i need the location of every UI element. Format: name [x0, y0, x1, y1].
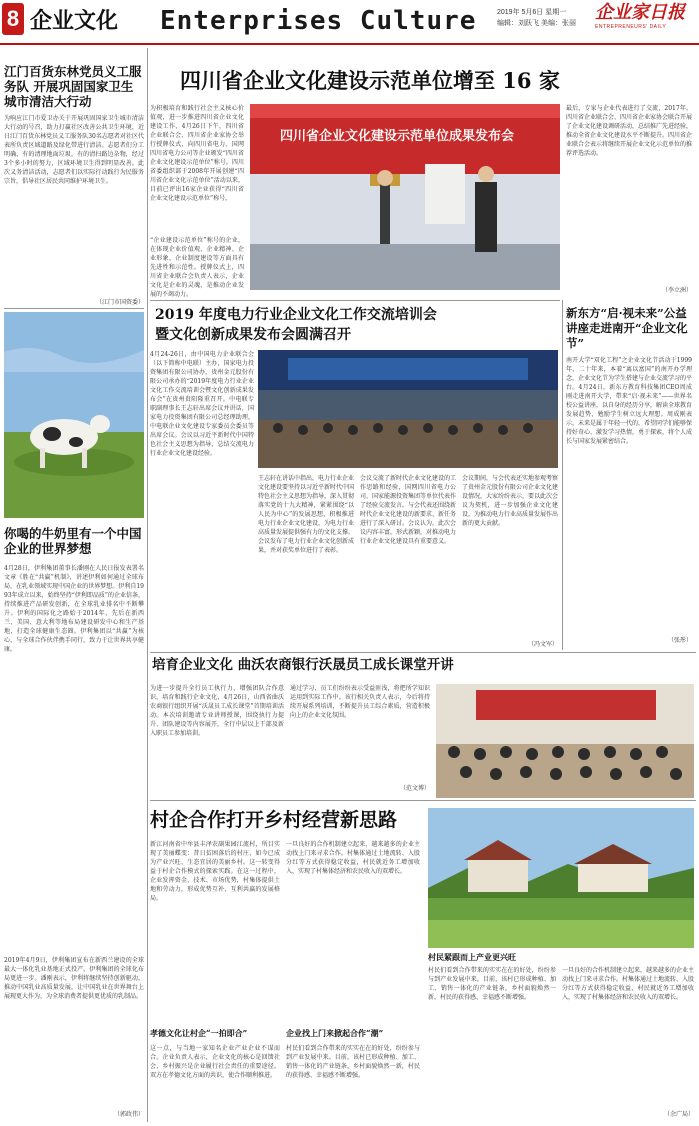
article-headline: 村企合作打开乡村经营新思路	[150, 809, 398, 831]
article-credit: （李立洲）	[661, 287, 692, 294]
article-body: “企业建设示范单位”称号的企业，在体现企业价值观、企业精神、企业形象、企业制度建设等方面具有先进性和示范性。授牌仪式上，四川省企业联合会负责人表示，企业文化是企业的灵魂，是推动企业发展的不竭动力。	[150, 237, 244, 298]
article-body: 4月24-26日，由中国电力企业联合会（以下简称中电联）主办，国家电力投资集团有限公司协办，贵州金元股份有限公司承办的“2019年度电力行业企业文化工作交流培训会暨文化创新成果发布会”在贵州贵阳隆重召开。中电联专职副理事长王志轩出席会议并讲话，国家电力投资集团有限公司总经理助理，中电联企业文化建设专家委员会委员等出席会议。会议以习近平新时代中国特色社会主义思想为指导，总结交流电力行业企业文化建设经验。	[150, 351, 254, 457]
article-headline: 江门百货东林党员义工服务队 开展巩固国家卫生城市清洁大行动	[4, 64, 142, 109]
divider	[4, 308, 144, 309]
award-ceremony-photo	[250, 104, 560, 290]
article-body: 村民们看到合作带来的实实在在的好处，纷纷参与到产业发展中来。目前，该村已形成种植、加工、销售一体化的产业链条，乡村面貌焕然一新，村民的获得感、幸福感不断增强。	[428, 967, 556, 1001]
article-body: 4月28日，伊利集团董事长潘刚在人民日报发表署名文章《胜在“共赢”机制》，讲述伊利如何通过全球布局，在乳业领域实现中国企业的世界梦想。伊利自1993年成立以来，始终坚持“伊利即品质”的企业信条，持续推进产品研发创新，在全球乳业排名中不断攀升。伊利的国际化之路始于2014年，先后在新西兰、美国、意大利等地布局建设研发中心和生产基地，打造全球健康生态圈。伊利集团以“共赢”为核心，与全球合作伙伴携手同行，致力于让世界共享健康。	[4, 565, 144, 653]
article-body: 一旦良好的合作机制建立起来，越来越多的企业主动找上门来寻求合作。村集体通过土地流转、入股分红等方式获得稳定收益，村民就近务工增加收入，实现了村集体经济和农民收入的双增长。	[562, 967, 694, 1001]
article-body: 一旦良好的合作机制建立起来，越来越多的企业主动找上门来寻求合作。村集体通过土地流转、入股分红等方式获得稳定收益，村民就近务工增加收入，实现了村集体经济和农民收入的双增长。	[286, 841, 420, 875]
article-credit: （江门市国资委）	[95, 299, 144, 306]
page-number: 8	[6, 6, 20, 31]
article-body: 会议交流了新时代企业文化建设的工作思路和经验，国网四川省电力公司、国家能源投资集团等单位代表作了经验交流发言。与会代表还围绕新时代企业文化建设的新要求、新任务进行了深入研讨。会议认为，此次会议内容丰富，形式新颖，对推动电力行业企业文化建设具有重要意义。	[360, 475, 456, 545]
article-body: 2019年4月9日，伊利集团宣布在新西兰建设的全球最大一体化乳业基地正式投产，伊利集团的全球化布局更进一步。潘刚表示，伊利将继续坚持创新驱动，推动中国乳业高质量发展，让中国乳业在世界舞台上展现更大作为，为全球消费者提供更优质的乳制品。	[4, 957, 144, 1000]
article-credit: （郭政伟）	[113, 1111, 144, 1118]
paper-subtitle: ENTREPRENEURS' DAILY	[595, 24, 667, 30]
article-body: 王志轩在讲话中指出，电力行业企业文化建设要坚持以习近平新时代中国特色社会主义思想为指导，深入贯彻落实党的十九大精神，紧紧围绕“以人民为中心”的发展思想，积极推进电力行业企业文化建设，为电力行业高质量发展提供强有力的文化支撑。会议发布了电力行业企业文化创新成果，并对获奖单位进行了表彰。	[258, 475, 354, 554]
conference-photo	[258, 350, 558, 468]
article-credit: （冯文军）	[527, 641, 558, 648]
column-divider	[147, 48, 148, 1122]
article-body: 最后，专家与企业代表进行了交流，2017年，四川省企业联合会、四川省企业家协会联合开展了企业文化建设调研活动，总结推广先进经验，推动全省企业文化建设水平不断提升。四川省企业联合会表示将继续开展企业文化示范单位的推荐评选活动。	[566, 105, 692, 157]
paper-logo	[595, 2, 695, 31]
section-title-cn: 企业文化	[30, 8, 119, 34]
cow-photo	[4, 312, 144, 518]
article-headline: 你喝的牛奶里有一个中国企业的世界梦想	[4, 526, 142, 556]
column-divider	[562, 300, 563, 650]
article-headline: 2019 年度电力行业企业文化工作交流培训会	[155, 307, 437, 323]
article-subhead: 村民紧跟而上产业更兴旺	[428, 952, 516, 962]
article-body: 为进一步提升全行员工执行力，增强团队合作意识，培育和践行企业文化，4月26日，山西省曲沃农商银行组织开展“沃晟员工成长课堂”首期培训活动。本次培训邀请专业讲师授课，围绕执行力提升、团队建设等内容展开，全行中层以上干部及新入职员工参加培训。	[150, 685, 284, 737]
divider	[150, 652, 696, 653]
page-number-badge	[2, 3, 24, 35]
divider	[150, 300, 560, 301]
article-body: 村民们看到合作带来的实实在在的好处，纷纷参与到产业发展中来。目前，该村已形成种植、加工、销售一体化的产业链条，乡村面貌焕然一新，村民的获得感、幸福感不断增强。	[286, 1045, 420, 1079]
divider	[150, 800, 696, 801]
article-body: 南开大学“双化工程”之企业文化节活动于1999年，二十年来，本着“离以富国”的南开办学理念，企业文化节为学生搭建与企业交流学习的平台。4月24日，新东方教育科技集团CEO周成刚走进南开大学，带来“启·视未来”——世界名校公益讲座，以自身的经历分享，解读全球教育发展趋势，勉励学生树立远大理想。周成刚表示，未来是属于年轻一代的，希望同学们能够保持好奇心、激发学习热情，勇于探索，将个人成长与国家发展紧密结合。	[566, 357, 692, 445]
banner-text: 四川省企业文化建设示范单位成果发布会	[280, 128, 515, 143]
article-body: 为积极培育和践行社会主义核心价值观，进一步推进四川省企业文化建设工作，4月26日下午，四川省企业联合会、四川省企业家协会举行授牌仪式，向四川省电力、国网四川省电力公司等企业颁发“四川省企业文化建设示范单位”称号。四川省委组织部于2008年开展创建“四川省企业文化示范单位”活动以来，目前已评出16家企业获得“四川省企业文化建设示范单位”称号。	[150, 105, 244, 202]
article-subhead: 孝德文化让村企“一拍即合”	[150, 1028, 248, 1038]
article-body: 新江河南省中牟县丰泽农副果园江流村，所目实现了美丽蝶变：昔日贫困落后的村庄，如今已成为产业兴旺、生态宜居的美丽乡村。这一转变得益于村企合作模式的探索实践。在这一过程中，企业发挥资金、技术、市场优势，村集体提供土地和劳动力，形成优势互补、互利共赢的发展格局。	[150, 841, 280, 902]
section-title-en: Enterprises Culture	[160, 6, 477, 36]
article-subhead: 企业找上门来掀起合作“潮”	[286, 1028, 384, 1038]
article-subheadline: 暨文化创新成果发布会圆满召开	[155, 327, 351, 343]
article-headline: 新东方“启·视未来”公益讲座走进南开“企业文化节”	[566, 306, 688, 350]
article-body: 通过学习，员工们纷纷表示受益匪浅，将把所学知识运用到实际工作中。该行相关负责人表示，今后将持续开展系列培训，不断提升员工综合素质，营造积极向上的企业文化氛围。	[290, 685, 430, 719]
training-photo	[436, 684, 694, 798]
article-body: 这一点，与当地一家知名企业产业企业不谋而合。企业负责人表示，企业文化的核心是回馈社会，乡村振兴是企业履行社会责任的重要途径。双方在孝德文化方面的共识，使合作顺利推进。	[150, 1045, 280, 1079]
masthead-rule	[0, 43, 699, 45]
article-headline: 培育企业文化 曲沃农商银行沃晟员工成长课堂开讲	[152, 657, 454, 673]
article-body: 为响应江门市爱卫办关于开展巩固国家卫生城市清洁大行动的号召，助力打赢社区改善公共卫生环境，近日江门百货东林党员义工服务队30名志愿者对社区代表所负责区域道路及绿化带进行清洁。志愿者们分工明确，有的清理地面垃圾，有的清扫路边杂物，经过3个多小时的努力，区域环境卫生得到明显改善。此次义务清洁活动，志愿者们以实际行动践行为民服务宗旨，倡导社区居民共同维护环境卫生。	[4, 115, 144, 185]
article-headline: 四川省企业文化建设示范单位增至 16 家	[180, 68, 560, 93]
village-photo	[428, 808, 694, 948]
article-body: 会议期间，与会代表还实地参观考察了贵州金元股份有限公司企业文化建设情况，大家纷纷表示，要以此次会议为契机，进一步加强企业文化建设，为推动电力行业高质量发展作出新的更大贡献。	[462, 475, 558, 527]
article-credit: （张彤）	[667, 637, 692, 644]
article-credit: （余广局）	[663, 1111, 694, 1118]
paper-name: 企业家日报	[595, 2, 685, 23]
article-credit: （范文博）	[399, 785, 430, 792]
editor-line: 编辑：刘跃飞 美编：张丽	[497, 20, 576, 27]
issue-date: 2019年 5月6日 星期一	[497, 9, 567, 16]
